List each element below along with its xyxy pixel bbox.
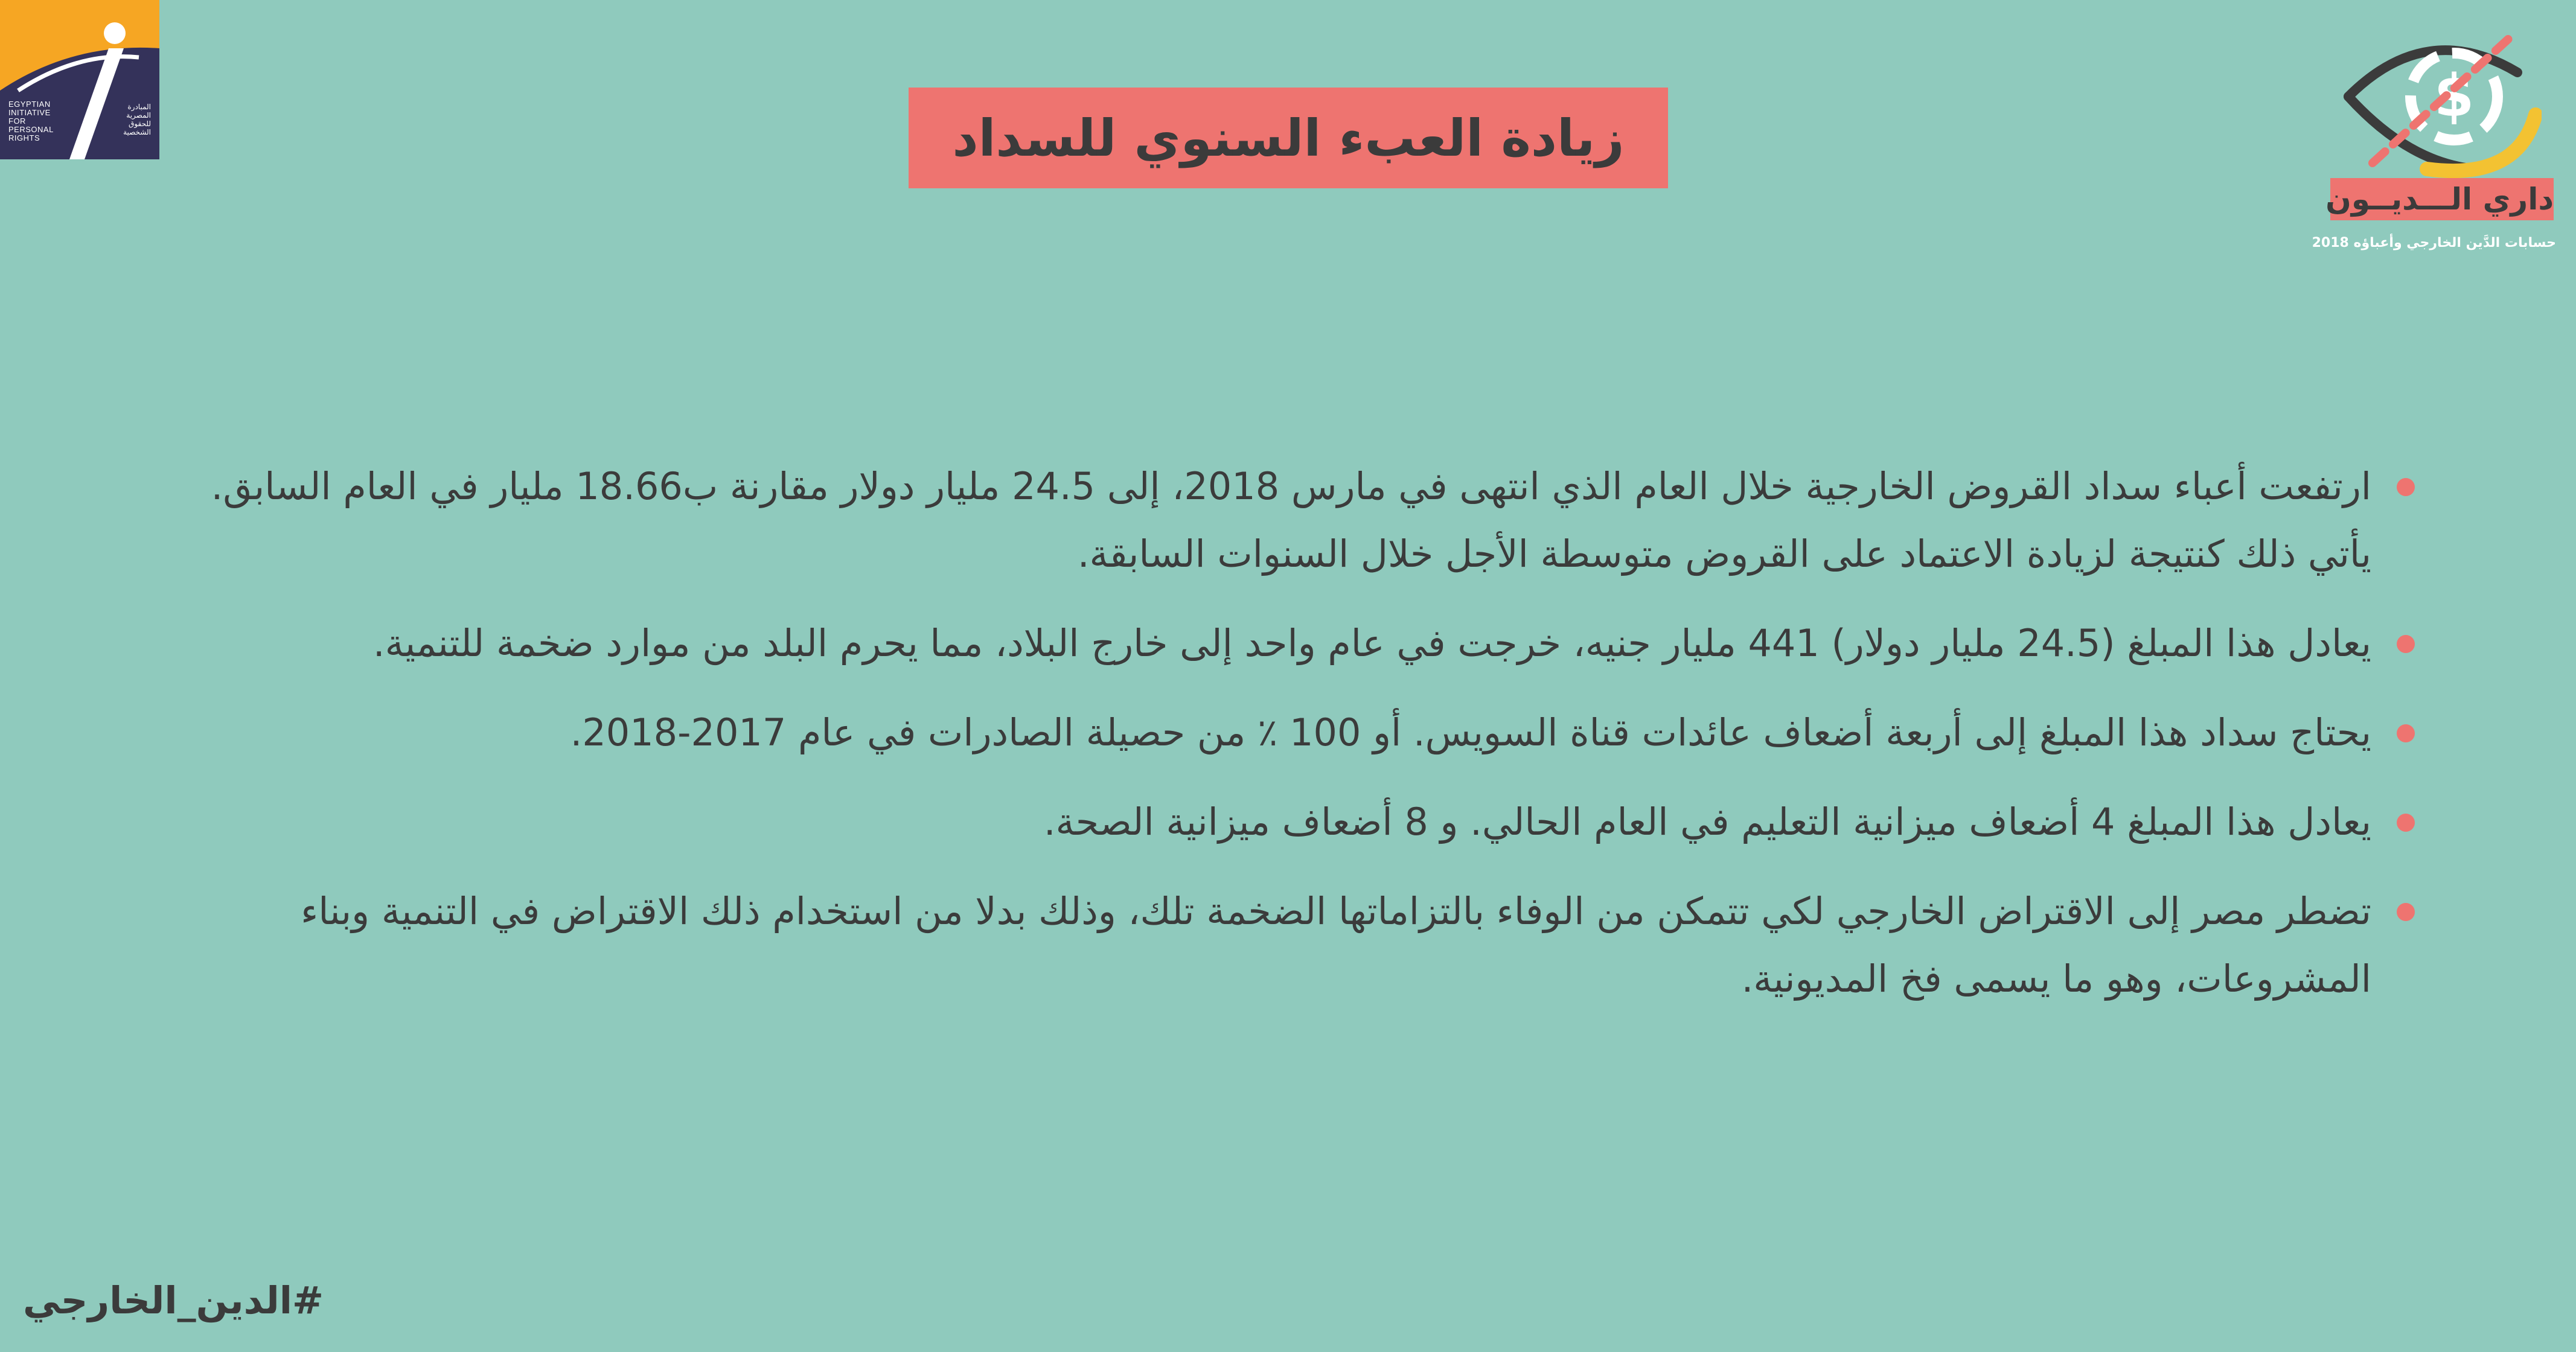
bullet-text: يعادل هذا المبلغ (24.5 مليار دولار) 441 مليار جنيه، خرجت في عام واحد إلى خارج البلاد، مما يحرم البلد من موارد ضخمة للتنمية. [372,621,2371,665]
bullet-item [205,453,2415,588]
hashtag: #الدين_الخارجي [23,1278,324,1322]
bullet-dot-icon [2397,724,2415,742]
campaign-name: داري الـــديــون [2330,178,2554,220]
page-title: زيادة العبء السنوي للسداد [952,108,1625,168]
svg-text:$: $ [2434,62,2475,130]
bullet-list [205,453,2415,1035]
bullet-item [205,788,2415,856]
campaign-subtitle: حسابات الدَّين الخارجي وأعباؤه 2018 [2312,235,2556,250]
bullet-dot-icon [2397,635,2415,653]
bullet-item [205,610,2415,677]
bullet-text: ارتفعت أعباء سداد القروض الخارجية خلال العام الذي انتهى في مارس 2018، إلى 24.5 مليار دولار مقارنة ب18.66 مليار في العام السابق. يأتي ذلك كنتيجة لزيادة الاعتماد على القروض متوسطة الأجل خلال السنوات السابقة. [211,464,2371,576]
bullet-dot-icon [2397,903,2415,921]
bullet-dot-icon [2397,814,2415,832]
eipr-logo [0,0,159,159]
title-banner [909,88,1668,188]
bullet-text: تضطر مصر إلى الاقتراض الخارجي لكي تتمكن من الوفاء بالتزاماتها الضخمة تلك، وذلك بدلا من استخدام ذلك الاقتراض في التنمية وبناء المشروعات، وهو ما يسمى فخ المديونية. [301,889,2371,1001]
bullet-item [205,878,2415,1013]
eipr-name-english: EGYPTIAN INITIATIVE FOR PERSONAL RIGHTS [8,100,54,142]
eye-dollar-icon [2336,24,2542,181]
bullet-dot-icon [2397,478,2415,496]
campaign-logo [2312,24,2556,266]
bullet-text: يحتاج سداد هذا المبلغ إلى أربعة أضعاف عائدات قناة السويس. أو 100 ٪ من حصيلة الصادرات في عام 2017-2018. [570,710,2371,754]
bullet-text: يعادل هذا المبلغ 4 أضعاف ميزانية التعليم في العام الحالي. و 8 أضعاف ميزانية الصحة. [1043,800,2371,844]
eipr-name-arabic: المبادرة المصرية للحقوق الشخصية [123,103,151,136]
bullet-item [205,699,2415,767]
